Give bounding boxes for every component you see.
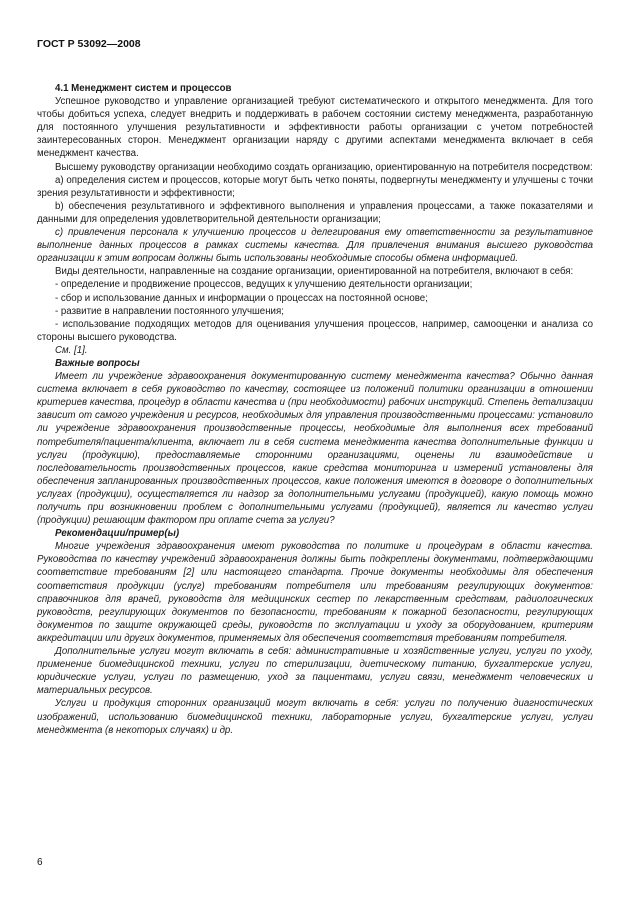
paragraph: Успешное руководство и управление организацией требуют систематического и открытого менеджмента. Для того чтобы добиться успеха, следует внедрить и поддерживать в рабочем состоянии систему менеджмента, разработанную для постоянного улучшения результативности и эффективности работы организации с учетом потребностей заинтересованных сторон. Менеджмент организации наряду с другими аспектами менеджмента включает в себя менеджмент качества.	[37, 96, 593, 160]
list-item: а) определения систем и процессов, которые могут быть четко поняты, подвергнуты менеджменту и улучшены с точки зрения результативности и эффективности;	[37, 174, 593, 199]
paragraph: Услуги и продукция сторонних организаций могут включать в себя: услуги по получению диагностических изображений, использованию биомедицинской техники, лабораторные услуги, бухгалтерские услуги, услуги менеджмента (в некоторых случаях) и др.	[37, 698, 593, 736]
page-number: 6	[37, 857, 43, 868]
list-item: - развитие в направлении постоянного улучшения;	[55, 305, 284, 317]
subheading-important-questions: Важные вопросы	[55, 357, 140, 369]
reference: См. [1].	[55, 344, 88, 356]
paragraph: Виды деятельности, направленные на создание организации, ориентированной на потребителя, включают в себя:	[55, 266, 574, 278]
document-body	[37, 82, 593, 737]
list-item: b) обеспечения результативного и эффективного выполнения и управления процессами, а также показателями и данными для определения удовлетворительной деятельности организации;	[37, 200, 593, 225]
section-title: 4.1 Менеджмент систем и процессов	[55, 83, 232, 94]
paragraph: Высшему руководству организации необходимо создать организацию, ориентированную на потребителя посредством:	[55, 161, 593, 173]
list-item: - использование подходящих методов для оценивания улучшения процессов, например, самооценки и анализа со стороны высшего руководства.	[37, 318, 593, 343]
document-id-header: ГОСТ Р 53092—2008	[37, 38, 141, 50]
paragraph: Имеет ли учреждение здравоохранения документированную систему менеджмента качества? Обычно данная система включает в себя руководство по качеству, состоящее из положений политики организации в отношении критериев качества, процедур в области качества и (при необходимости) рабочих инструкций. Степень детализации зависит от самого учреждения и ресурсов, необходимых для управления производственными процессами: установило ли учреждение здравоохранения производственные процессы, необходимые для выполнения всех требований потребителя/пациента/клиента, включает ли в себя система менеджмента качества дополнительные функции и услуги (продукцию), предоставляемые сторонними организациями, оценены ли взаимодействие и последовательность производственных процессов, какие средства мониторинга и измерений установлены для обеспечения запланированных производственных процессов, какие положения имеются в договоре о дополнительных услугах (продукции), осуществляется ли надзор за дополнительными услугами (продукцией), какую помощь можно получить при возникновении проблем с дополнительными услугами (продукцией), является ли качество услуги (продукции) решающим фактором при оплате счета за услуги?	[37, 371, 593, 527]
subheading-recommendations: Рекомендации/пример(ы)	[55, 528, 180, 540]
list-item: - определение и продвижение процессов, ведущих к улучшению деятельности организации;	[55, 279, 473, 291]
paragraph: Дополнительные услуги могут включать в себя: административные и хозяйственные услуги, услуги по уходу, применение биомедицинской техники, услуги по стерилизации, диетическому питанию, бухгалтерские услуги, юридические услуги, услуги по размещению, уход за пациентами, услуги связи, менеджмент человеческих и материальных ресурсов.	[37, 646, 593, 697]
list-item: с) привлечения персонала к улучшению процессов и делегирования ему ответственности за результативное выполнение данных процессов в рамках системы качества. Для привлечения внимания высшего руководства организации к этим вопросам должны быть использованы необходимые способы обмена информацией.	[37, 227, 593, 265]
paragraph: Многие учреждения здравоохранения имеют руководства по политике и процедурам в области качества. Руководства по качеству учреждений здравоохранения должны быть подкреплены документами, подтверждающими соответствие требованиям [2] или настоящего стандарта. Прочие документы необходимы для обеспечения соответствия продукции (услуг) требованиям потребителя или требованиям регулирующих документов: справочников для врачей, руководств для медицинских сестер по лекарственным средствам, радиологических руководств, регулирующих документов по безопасности, требованиям к пожарной безопасности, регулирующих документов по защите окружающей среды, руководств по эксплуатации и уходу за оборудованием, критериям аккредитации или других документов, применяемых для обеспечения соответствия требованиям потребителя.	[37, 541, 593, 644]
list-item: - сбор и использование данных и информации о процессах на постоянной основе;	[55, 292, 428, 304]
